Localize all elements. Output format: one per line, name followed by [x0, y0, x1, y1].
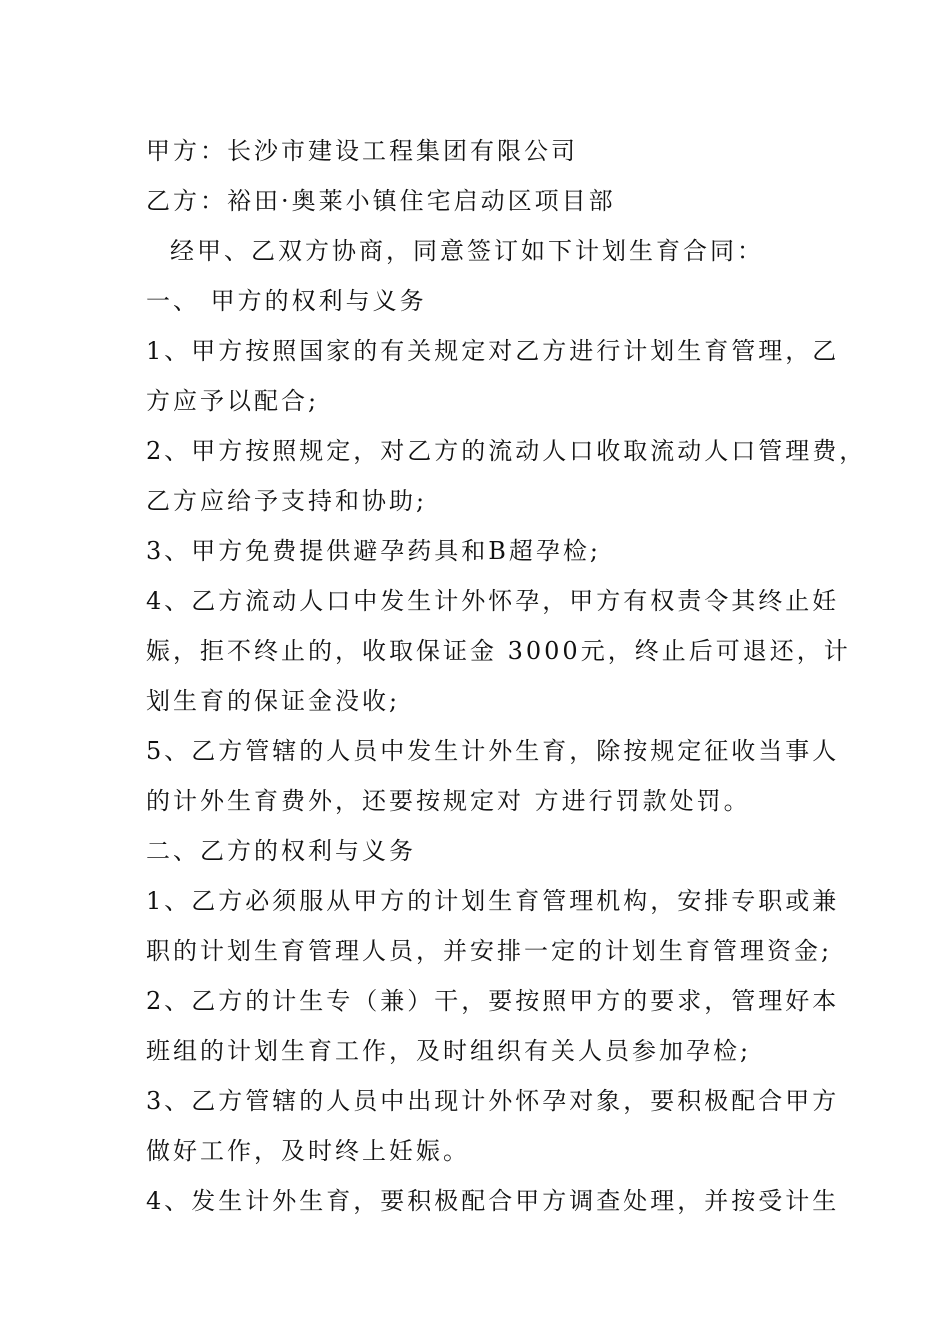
section-2-item-1-line-1: 1、乙方必须服从甲方的计划生育管理机构，安排专职或兼 [146, 887, 840, 915]
section-2-item-2-line-2: 班组的计划生育工作，及时组织有关人员参加孕检; [146, 1037, 752, 1065]
party-b-line: 乙方：裕田·奥莱小镇住宅启动区项目部 [146, 187, 616, 215]
section-2-item-1-line-2: 职的计划生育管理人员，并安排一定的计划生育管理资金; [146, 937, 833, 965]
section-1-item-1-line-2: 方应予以配合; [146, 387, 320, 415]
section-1-item-5-line-2: 的计外生育费外，还要按规定对 方进行罚款处罚。 [146, 787, 751, 815]
section-1-item-2-line-2: 乙方应给予支持和协助; [146, 487, 428, 515]
section-2-item-3-line-2: 做好工作，及时终上妊娠。 [146, 1137, 470, 1165]
section-1-item-5-line-1: 5、乙方管辖的人员中发生计外生育，除按规定征收当事人 [146, 737, 840, 765]
section-2-item-2-line-1: 2、乙方的计生专（兼）干，要按照甲方的要求，管理好本 [146, 987, 840, 1015]
section-1-item-2-line-1: 2、甲方按照规定，对乙方的流动人口收取流动人口管理费， [146, 437, 867, 465]
section-2-heading: 二、乙方的权利与义务 [146, 837, 416, 865]
section-1-item-4-line-3: 划生育的保证金没收; [146, 687, 401, 715]
party-a-line: 甲方：长沙市建设工程集团有限公司 [146, 137, 578, 165]
section-1-item-4-line-2: 娠，拒不终止的，收取保证金 3000元，终止后可退还，计 [146, 637, 851, 665]
section-2-item-3-line-1: 3、乙方管辖的人员中出现计外怀孕对象，要积极配合甲方 [146, 1087, 840, 1115]
intro-paragraph: 经甲、乙双方协商，同意签订如下计划生育合同： [170, 237, 764, 265]
section-1-item-3-line-1: 3、甲方免费提供避孕药具和B超孕检; [146, 537, 601, 565]
section-1-item-1-line-1: 1、甲方按照国家的有关规定对乙方进行计划生育管理，乙 [146, 337, 840, 365]
section-1-item-4-line-1: 4、乙方流动人口中发生计外怀孕，甲方有权责令其终止妊 [146, 587, 840, 615]
section-2-item-4-line-1: 4、发生计外生育，要积极配合甲方调查处理，并按受计生 [146, 1187, 840, 1215]
section-1-heading: 一、 甲方的权利与义务 [146, 287, 427, 315]
